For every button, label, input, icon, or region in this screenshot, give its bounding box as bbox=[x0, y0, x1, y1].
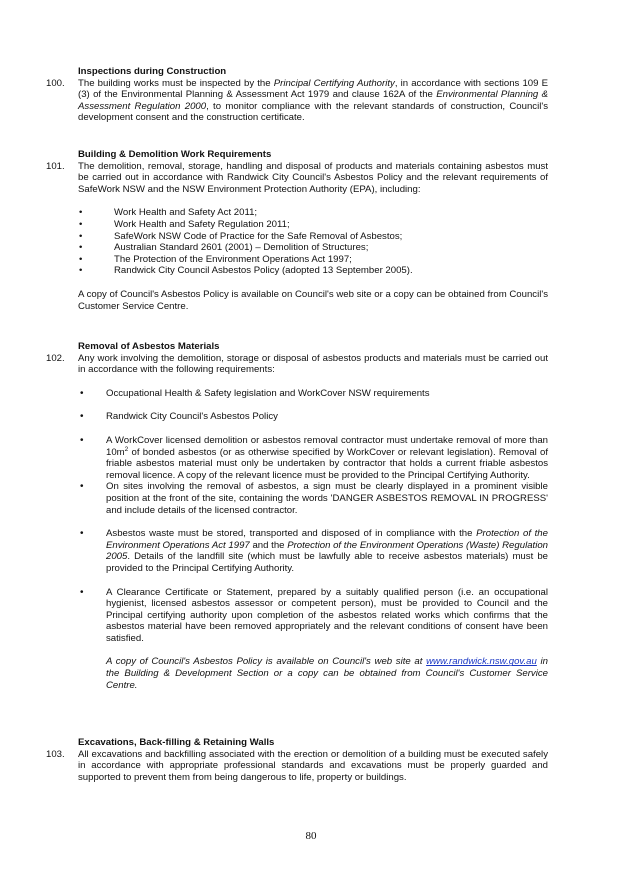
body-103: All excavations and backfilling associated with the erection or demolition of a building must be executed safely in accordance with appropriate professional standards and excavations must be properly guarded and supported to prevent them from being dangerous to life, property or buildings. bbox=[78, 748, 548, 783]
condition-103 bbox=[46, 737, 548, 783]
number-100: 100. bbox=[46, 77, 65, 89]
list-item: • The Protection of the Environment Operations Act 1997; bbox=[79, 253, 352, 265]
body-100: The building works must be inspected by the Principal Certifying Authority, in accordance with sections 109 E (3) of the Environmental Planning & Assessment Act 1979 and clause 162A of the Environmental Planning & Assessment Regulation 2000, to monitor compliance with the relevant standards of construction, Council's development consent and the construction certificate. bbox=[78, 77, 548, 124]
condition-100 bbox=[46, 66, 548, 124]
list-item: • Work Health and Safety Regulation 2011; bbox=[79, 218, 290, 230]
number-102: 102. bbox=[46, 352, 65, 364]
list-item: • Randwick City Council Asbestos Policy (adopted 13 September 2005). bbox=[79, 265, 413, 277]
requirement-item: • A Clearance Certificate or Statement, prepared by a suitably qualified person (i.e. an occupational hygienist, licensed asbestos assessor or competent person), must be provided to Council and the Principal certifying authority upon completion of the asbestos related works which confirms that the asbestos material have been removed appropriately and the relevant conditions of consent have been satisfied. bbox=[80, 586, 548, 644]
policy-note-101: A copy of Council's Asbestos Policy is available on Council's web site or a copy can be obtained from Council's Customer Service Centre. bbox=[78, 288, 548, 312]
requirement-item: • Asbestos waste must be stored, transported and disposed of in compliance with the Protection of the Environment Operations Act 1997 and the Protection of the Environment Operations (Waste) Regulation 2005. Details of the landfill site (which must be lawfully able to receive asbestos materials) must be provided to the Principal Certifying Authority. bbox=[80, 528, 549, 574]
intro-102: Any work involving the demolition, storage or disposal of asbestos products and materials must be carried out in accordance with the following requirements: bbox=[78, 352, 548, 376]
condition-101 bbox=[46, 149, 548, 312]
page-number: 80 bbox=[305, 830, 317, 842]
requirement-item: • On sites involving the removal of asbestos, a sign must be clearly displayed in a prominent visible position at the front of the site, containing the words 'DANGER ASBESTOS REMOVAL IN PROGRESS' and include details of the licensed contractor. bbox=[80, 481, 548, 516]
condition-102 bbox=[46, 341, 549, 691]
number-103: 103. bbox=[46, 748, 65, 760]
list-item: • Work Health and Safety Act 2011; bbox=[79, 207, 258, 219]
heading-100: Inspections during Construction bbox=[78, 66, 227, 77]
heading-102: Removal of Asbestos Materials bbox=[78, 341, 220, 352]
intro-101: The demolition, removal, storage, handling and disposal of products and materials containing asbestos must be carried out in accordance with Randwick City Council's Asbestos Policy and the relevant requirements of SafeWork NSW and the NSW Environment Protection Authority (EPA), including: bbox=[78, 160, 548, 195]
heading-103: Excavations, Back-filling & Retaining Walls bbox=[78, 737, 275, 748]
list-item: • SafeWork NSW Code of Practice for the Safe Removal of Asbestos; bbox=[79, 230, 403, 242]
requirement-item: • Randwick City Council's Asbestos Policy bbox=[80, 411, 278, 423]
requirement-item: • Occupational Health & Safety legislation and WorkCover NSW requirements bbox=[80, 387, 430, 399]
policy-note-102: A copy of Council's Asbestos Policy is available on Council's web site at www.randwick.nsw.gov.au in the Building & Development Section or a copy can be obtained from Council's Customer Service Centre. bbox=[106, 656, 548, 691]
requirement-item: • A WorkCover licensed demolition or asbestos removal contractor must undertake removal of more than $10m^2$ of bonded asbestos (or as otherwise specified by WorkCover or relevant legislation). Removal of friable asbestos material must only be undertaken by contractor that holds a current friable asbestos removal licence. A copy of the relevant licence must be provided to the Principal Certifying Authority. bbox=[80, 434, 548, 481]
list-item: • Australian Standard 2601 (2001) – Demolition of Structures; bbox=[79, 242, 369, 254]
legislation-list bbox=[78, 207, 548, 277]
council-website-link[interactable]: www.randwick.nsw.gov.au bbox=[426, 656, 537, 668]
heading-101: Building & Demolition Work Requirements bbox=[78, 149, 272, 160]
number-101: 101. bbox=[46, 160, 65, 172]
